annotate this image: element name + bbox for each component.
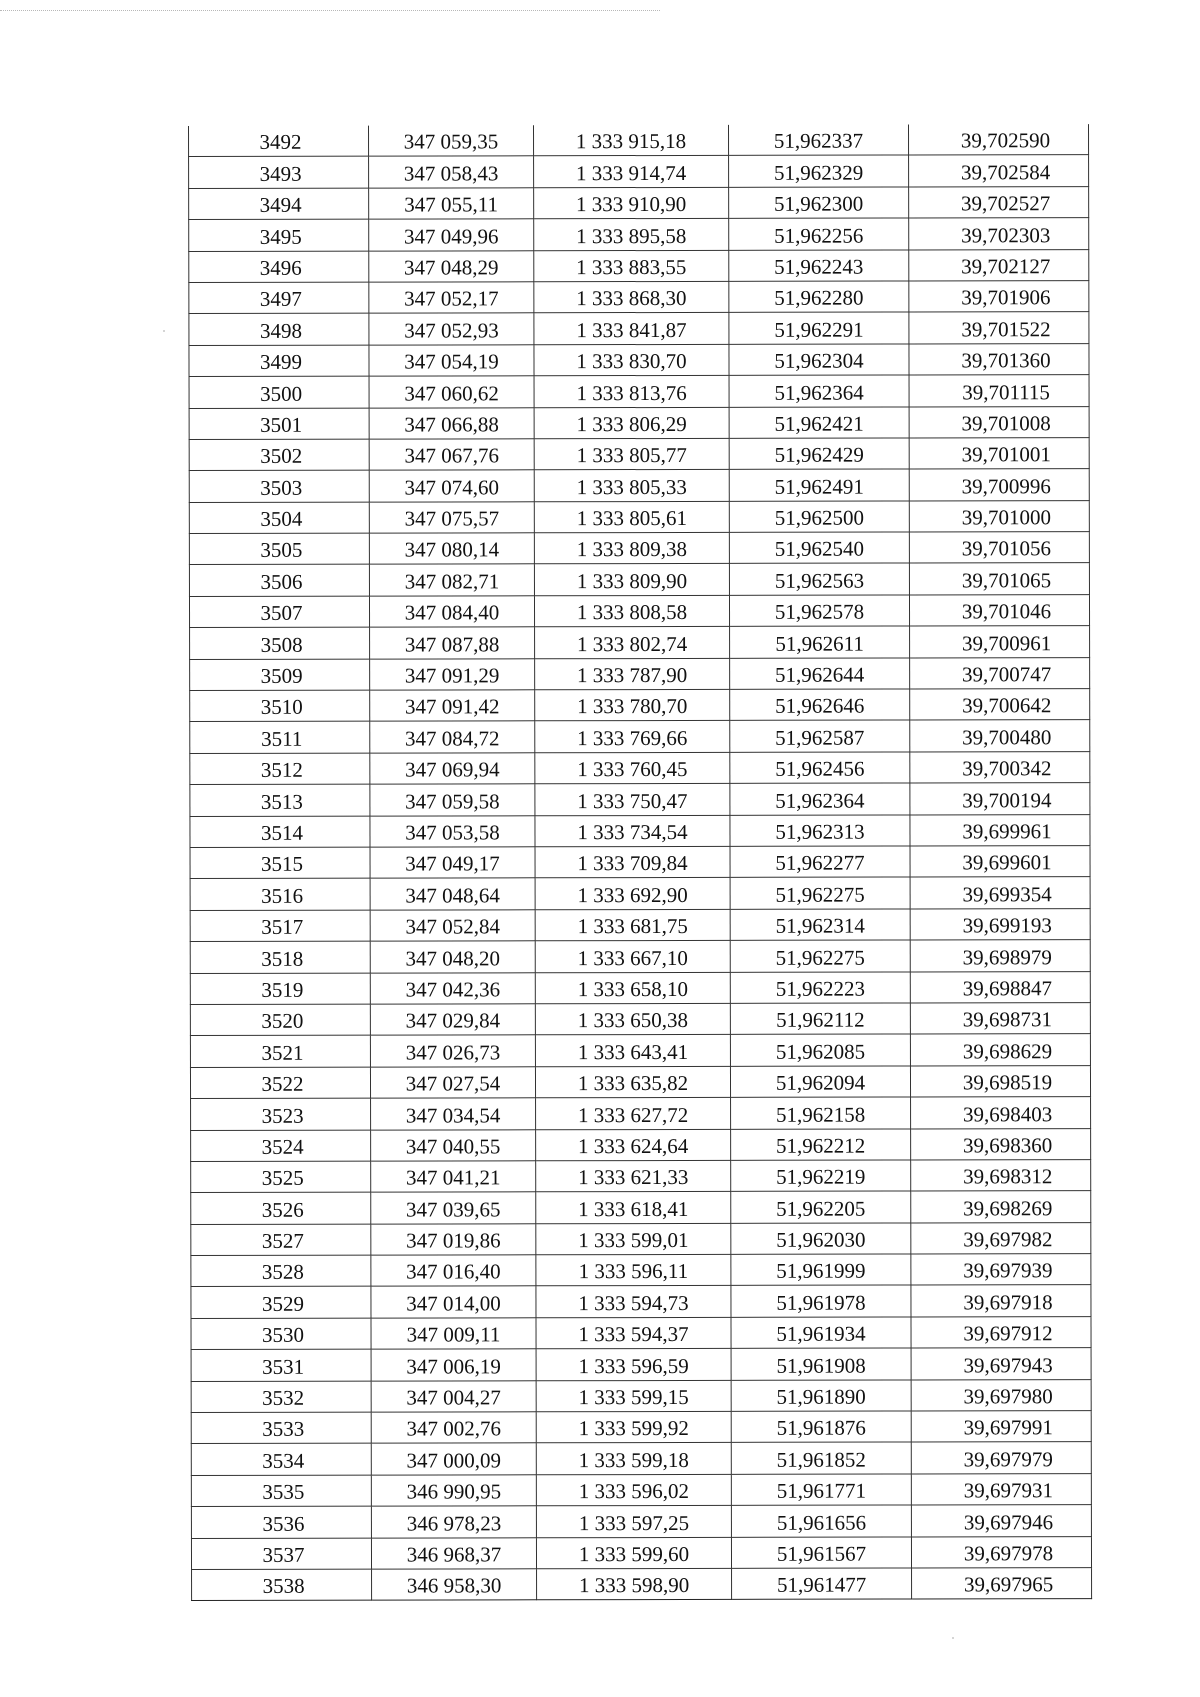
longitude-cell: 39,697978 <box>911 1536 1091 1568</box>
point-number-cell: 3521 <box>190 1035 370 1067</box>
point-number-cell: 3530 <box>191 1318 371 1350</box>
latitude-cell: 51,962429 <box>729 438 909 470</box>
point-number-cell: 3510 <box>190 690 370 722</box>
coord-x-cell: 347 091,42 <box>370 690 535 722</box>
latitude-cell: 51,962563 <box>729 563 909 595</box>
longitude-cell: 39,701046 <box>909 594 1089 626</box>
coord-x-cell: 347 027,54 <box>370 1066 535 1098</box>
latitude-cell: 51,961999 <box>731 1254 911 1286</box>
coord-x-cell: 347 000,09 <box>371 1443 536 1475</box>
latitude-cell: 51,961771 <box>731 1474 911 1506</box>
coord-x-cell: 347 052,93 <box>369 313 534 345</box>
point-number-cell: 3518 <box>190 941 370 973</box>
table-row <box>190 751 1090 784</box>
coord-x-cell: 347 084,40 <box>369 596 534 628</box>
latitude-cell: 51,961934 <box>731 1317 911 1349</box>
latitude-cell: 51,961908 <box>731 1348 911 1380</box>
longitude-cell: 39,699961 <box>910 814 1090 846</box>
longitude-cell: 39,701056 <box>909 532 1089 564</box>
coord-x-cell: 347 052,84 <box>370 910 535 942</box>
table-row <box>191 1348 1091 1381</box>
point-number-cell: 3496 <box>189 251 369 283</box>
point-number-cell: 3533 <box>191 1412 371 1444</box>
coord-x-cell: 347 091,29 <box>370 658 535 690</box>
table-row <box>191 1442 1091 1475</box>
table-row <box>191 1536 1091 1569</box>
table-row <box>190 1003 1090 1036</box>
point-number-cell: 3527 <box>191 1224 371 1256</box>
longitude-cell: 39,698269 <box>911 1191 1091 1223</box>
point-number-cell: 3514 <box>190 816 370 848</box>
longitude-cell: 39,701115 <box>909 375 1089 407</box>
point-number-cell: 3506 <box>189 565 369 597</box>
table-row <box>191 1379 1091 1412</box>
coord-y-cell: 1 333 594,37 <box>536 1317 731 1349</box>
longitude-cell: 39,701906 <box>909 281 1089 313</box>
coord-x-cell: 347 055,11 <box>369 188 534 220</box>
coord-y-cell: 1 333 760,45 <box>535 752 730 784</box>
coord-x-cell: 347 006,19 <box>371 1349 536 1381</box>
point-number-cell: 3526 <box>191 1192 371 1224</box>
table-row <box>189 218 1089 251</box>
table-row <box>191 1191 1091 1224</box>
table-row <box>190 1065 1090 1098</box>
latitude-cell: 51,961890 <box>731 1380 911 1412</box>
coord-y-cell: 1 333 750,47 <box>535 784 730 816</box>
point-number-cell: 3524 <box>191 1130 371 1162</box>
point-number-cell: 3512 <box>190 753 370 785</box>
coord-x-cell: 347 060,62 <box>369 376 534 408</box>
coord-y-cell: 1 333 635,82 <box>535 1066 730 1098</box>
coord-y-cell: 1 333 809,38 <box>534 532 729 564</box>
coord-y-cell: 1 333 805,33 <box>534 470 729 502</box>
latitude-cell: 51,962158 <box>731 1097 911 1129</box>
coord-x-cell: 347 087,88 <box>370 627 535 659</box>
coord-y-cell: 1 333 841,87 <box>534 313 729 345</box>
table-row <box>190 783 1090 816</box>
latitude-cell: 51,961978 <box>731 1285 911 1317</box>
coord-x-cell: 347 054,19 <box>369 345 534 377</box>
coord-x-cell: 347 058,43 <box>369 156 534 188</box>
coord-y-cell: 1 333 599,01 <box>536 1223 731 1255</box>
latitude-cell: 51,962030 <box>731 1223 911 1255</box>
coord-x-cell: 347 049,96 <box>369 219 534 251</box>
longitude-cell: 39,700342 <box>910 751 1090 783</box>
longitude-cell: 39,698731 <box>910 1003 1090 1035</box>
point-number-cell: 3528 <box>191 1255 371 1287</box>
longitude-cell: 39,701008 <box>909 406 1089 438</box>
coord-y-cell: 1 333 596,59 <box>536 1349 731 1381</box>
coord-x-cell: 346 990,95 <box>371 1475 536 1507</box>
coord-y-cell: 1 333 692,90 <box>535 878 730 910</box>
longitude-cell: 39,701522 <box>909 312 1089 344</box>
point-number-cell: 3501 <box>189 408 369 440</box>
latitude-cell: 51,962329 <box>729 155 909 187</box>
latitude-cell: 51,962540 <box>729 532 909 564</box>
table-row <box>190 657 1090 690</box>
point-number-cell: 3503 <box>189 470 369 502</box>
latitude-cell: 51,962644 <box>730 658 910 690</box>
table-row <box>191 1316 1091 1349</box>
longitude-cell: 39,698979 <box>910 940 1090 972</box>
latitude-cell: 51,961477 <box>732 1568 912 1600</box>
coord-x-cell: 347 040,55 <box>371 1129 536 1161</box>
table-row <box>189 532 1089 565</box>
longitude-cell: 39,697991 <box>911 1411 1091 1443</box>
table-row <box>189 155 1089 188</box>
coord-x-cell: 347 048,29 <box>369 250 534 282</box>
longitude-cell: 39,697931 <box>911 1473 1091 1505</box>
latitude-cell: 51,962223 <box>730 972 910 1004</box>
longitude-cell: 39,697912 <box>911 1316 1091 1348</box>
latitude-cell: 51,962304 <box>729 344 909 376</box>
point-number-cell: 3537 <box>191 1538 371 1570</box>
table-row <box>191 1285 1091 1318</box>
table-row <box>190 1034 1090 1067</box>
table-row <box>190 940 1090 973</box>
latitude-cell: 51,961876 <box>731 1411 911 1443</box>
coord-y-cell: 1 333 805,61 <box>534 501 729 533</box>
point-number-cell: 3534 <box>191 1444 371 1476</box>
longitude-cell: 39,700747 <box>910 657 1090 689</box>
coord-x-cell: 347 052,17 <box>369 282 534 314</box>
table-row <box>190 971 1090 1004</box>
latitude-cell: 51,962578 <box>729 595 909 627</box>
coord-x-cell: 347 075,57 <box>369 501 534 533</box>
coord-y-cell: 1 333 643,41 <box>535 1035 730 1067</box>
coord-y-cell: 1 333 597,25 <box>536 1506 731 1538</box>
coord-x-cell: 347 049,17 <box>370 847 535 879</box>
coord-x-cell: 347 074,60 <box>369 470 534 502</box>
latitude-cell: 51,962256 <box>729 218 909 250</box>
table-row <box>191 1473 1091 1506</box>
coord-x-cell: 347 039,65 <box>371 1192 536 1224</box>
coord-x-cell: 346 978,23 <box>371 1506 536 1538</box>
coord-y-cell: 1 333 780,70 <box>535 689 730 721</box>
coord-y-cell: 1 333 650,38 <box>535 1003 730 1035</box>
coord-y-cell: 1 333 787,90 <box>535 658 730 690</box>
point-number-cell: 3529 <box>191 1287 371 1319</box>
coord-x-cell: 347 041,21 <box>371 1161 536 1193</box>
coord-y-cell: 1 333 681,75 <box>535 909 730 941</box>
latitude-cell: 51,962300 <box>729 187 909 219</box>
table-row <box>189 594 1089 627</box>
coord-y-cell: 1 333 809,90 <box>534 564 729 596</box>
coord-x-cell: 347 080,14 <box>369 533 534 565</box>
table-row <box>191 1128 1091 1161</box>
longitude-cell: 39,701001 <box>909 438 1089 470</box>
coord-y-cell: 1 333 709,84 <box>535 846 730 878</box>
coord-x-cell: 347 034,54 <box>371 1098 536 1130</box>
point-number-cell: 3509 <box>190 659 370 691</box>
scan-top-edge <box>0 10 660 11</box>
point-number-cell: 3525 <box>191 1161 371 1193</box>
latitude-cell: 51,962611 <box>730 626 910 658</box>
latitude-cell: 51,962646 <box>730 689 910 721</box>
latitude-cell: 51,961567 <box>731 1537 911 1569</box>
point-number-cell: 3517 <box>190 910 370 942</box>
coord-y-cell: 1 333 599,15 <box>536 1380 731 1412</box>
scan-speck <box>163 330 165 332</box>
point-number-cell: 3536 <box>191 1506 371 1538</box>
table-row <box>189 124 1089 157</box>
coord-y-cell: 1 333 667,10 <box>535 941 730 973</box>
coord-y-cell: 1 333 599,18 <box>536 1443 731 1475</box>
point-number-cell: 3523 <box>191 1098 371 1130</box>
longitude-cell: 39,702584 <box>909 155 1089 187</box>
longitude-cell: 39,701065 <box>909 563 1089 595</box>
latitude-cell: 51,962421 <box>729 407 909 439</box>
coord-x-cell: 347 019,86 <box>371 1223 536 1255</box>
latitude-cell: 51,962094 <box>730 1066 910 1098</box>
coord-x-cell: 347 026,73 <box>370 1035 535 1067</box>
longitude-cell: 39,698312 <box>911 1160 1091 1192</box>
table-row <box>189 375 1089 408</box>
point-number-cell: 3504 <box>189 502 369 534</box>
latitude-cell: 51,962275 <box>730 877 910 909</box>
longitude-cell: 39,701360 <box>909 343 1089 375</box>
coord-x-cell: 346 958,30 <box>372 1569 537 1601</box>
coord-y-cell: 1 333 806,29 <box>534 407 729 439</box>
point-number-cell: 3497 <box>189 282 369 314</box>
coord-x-cell: 347 048,64 <box>370 878 535 910</box>
coord-x-cell: 347 059,35 <box>368 125 533 156</box>
coord-y-cell: 1 333 599,60 <box>536 1537 731 1569</box>
longitude-cell: 39,699601 <box>910 846 1090 878</box>
longitude-cell: 39,702303 <box>909 218 1089 250</box>
table-row <box>191 1222 1091 1255</box>
coord-y-cell: 1 333 596,11 <box>536 1254 731 1286</box>
coord-y-cell: 1 333 883,55 <box>534 250 729 282</box>
table-row <box>190 877 1090 910</box>
latitude-cell: 51,962291 <box>729 312 909 344</box>
latitude-cell: 51,962337 <box>728 124 908 155</box>
coord-y-cell: 1 333 868,30 <box>534 281 729 313</box>
coord-x-cell: 347 004,27 <box>371 1380 536 1412</box>
latitude-cell: 51,962243 <box>729 250 909 282</box>
point-number-cell: 3513 <box>190 784 370 816</box>
point-number-cell: 3515 <box>190 847 370 879</box>
table-row <box>190 689 1090 722</box>
table-row <box>189 500 1089 533</box>
latitude-cell: 51,961656 <box>731 1505 911 1537</box>
coord-x-cell: 347 014,00 <box>371 1286 536 1318</box>
table-row <box>190 720 1090 753</box>
point-number-cell: 3494 <box>189 188 369 220</box>
scan-speck <box>952 1637 954 1639</box>
coord-x-cell: 347 029,84 <box>370 1004 535 1036</box>
coord-y-cell: 1 333 594,73 <box>536 1286 731 1318</box>
latitude-cell: 51,962364 <box>729 375 909 407</box>
longitude-cell: 39,699354 <box>910 877 1090 909</box>
latitude-cell: 51,962085 <box>730 1034 910 1066</box>
point-number-cell: 3492 <box>189 126 369 157</box>
coord-y-cell: 1 333 599,92 <box>536 1411 731 1443</box>
latitude-cell: 51,962491 <box>729 469 909 501</box>
longitude-cell: 39,700996 <box>909 469 1089 501</box>
coord-y-cell: 1 333 802,74 <box>535 627 730 659</box>
table-row <box>190 814 1090 847</box>
coord-x-cell: 347 048,20 <box>370 941 535 973</box>
coord-y-cell: 1 333 910,90 <box>534 187 729 219</box>
point-number-cell: 3532 <box>191 1381 371 1413</box>
point-number-cell: 3531 <box>191 1349 371 1381</box>
coord-x-cell: 346 968,37 <box>371 1537 536 1569</box>
coord-y-cell: 1 333 808,58 <box>534 595 729 627</box>
longitude-cell: 39,698519 <box>910 1065 1090 1097</box>
coord-x-cell: 347 016,40 <box>371 1255 536 1287</box>
latitude-cell: 51,962277 <box>730 846 910 878</box>
coord-x-cell: 347 042,36 <box>370 972 535 1004</box>
coord-y-cell: 1 333 769,66 <box>535 721 730 753</box>
point-number-cell: 3520 <box>190 1004 370 1036</box>
table-row <box>190 908 1090 941</box>
coord-y-cell: 1 333 598,90 <box>537 1568 732 1600</box>
latitude-cell: 51,962313 <box>730 815 910 847</box>
table-row <box>189 469 1089 502</box>
latitude-cell: 51,962314 <box>730 909 910 941</box>
table-row <box>189 249 1089 282</box>
table-row <box>191 1160 1091 1193</box>
point-number-cell: 3508 <box>190 627 370 659</box>
longitude-cell: 39,697982 <box>911 1222 1091 1254</box>
coordinates-table <box>188 124 1092 1601</box>
coord-x-cell: 347 082,71 <box>369 564 534 596</box>
latitude-cell: 51,961852 <box>731 1442 911 1474</box>
table-row <box>190 626 1090 659</box>
latitude-cell: 51,962587 <box>730 720 910 752</box>
coord-y-cell: 1 333 734,54 <box>535 815 730 847</box>
table-row <box>189 343 1089 376</box>
point-number-cell: 3507 <box>189 596 369 628</box>
coord-x-cell: 347 084,72 <box>370 721 535 753</box>
table-row <box>190 846 1090 879</box>
latitude-cell: 51,962456 <box>730 752 910 784</box>
coord-y-cell: 1 333 805,77 <box>534 438 729 470</box>
point-number-cell: 3498 <box>189 313 369 345</box>
latitude-cell: 51,962212 <box>731 1128 911 1160</box>
coord-y-cell: 1 333 627,72 <box>536 1097 731 1129</box>
table-row <box>191 1411 1091 1444</box>
point-number-cell: 3516 <box>190 878 370 910</box>
latitude-cell: 51,962500 <box>729 501 909 533</box>
table-row <box>192 1568 1092 1601</box>
longitude-cell: 39,700961 <box>910 626 1090 658</box>
longitude-cell: 39,700642 <box>910 689 1090 721</box>
longitude-cell: 39,697979 <box>911 1442 1091 1474</box>
coord-y-cell: 1 333 813,76 <box>534 375 729 407</box>
point-number-cell: 3511 <box>190 722 370 754</box>
coord-y-cell: 1 333 914,74 <box>534 156 729 188</box>
latitude-cell: 51,962112 <box>730 1003 910 1035</box>
latitude-cell: 51,962364 <box>730 783 910 815</box>
longitude-cell: 39,698403 <box>911 1097 1091 1129</box>
table-row <box>191 1097 1091 1130</box>
longitude-cell: 39,697943 <box>911 1348 1091 1380</box>
table-row <box>189 281 1089 314</box>
coord-y-cell: 1 333 895,58 <box>534 219 729 251</box>
table-row <box>191 1505 1091 1538</box>
coord-y-cell: 1 333 618,41 <box>536 1192 731 1224</box>
longitude-cell: 39,697965 <box>912 1568 1092 1600</box>
point-number-cell: 3499 <box>189 345 369 377</box>
coord-y-cell: 1 333 596,02 <box>536 1474 731 1506</box>
coord-x-cell: 347 067,76 <box>369 439 534 471</box>
table-row <box>189 438 1089 471</box>
coord-x-cell: 347 059,58 <box>370 784 535 816</box>
point-number-cell: 3538 <box>192 1569 372 1601</box>
coordinates-table-body <box>189 124 1092 1601</box>
longitude-cell: 39,697939 <box>911 1254 1091 1286</box>
longitude-cell: 39,697980 <box>911 1379 1091 1411</box>
longitude-cell: 39,702590 <box>908 124 1088 155</box>
longitude-cell: 39,697918 <box>911 1285 1091 1317</box>
table-row <box>191 1254 1091 1287</box>
longitude-cell: 39,701000 <box>909 500 1089 532</box>
table-row <box>189 563 1089 596</box>
coord-y-cell: 1 333 624,64 <box>536 1129 731 1161</box>
longitude-cell: 39,698847 <box>910 971 1090 1003</box>
longitude-cell: 39,697946 <box>911 1505 1091 1537</box>
coord-x-cell: 347 009,11 <box>371 1318 536 1350</box>
longitude-cell: 39,699193 <box>910 908 1090 940</box>
longitude-cell: 39,702127 <box>909 249 1089 281</box>
longitude-cell: 39,700194 <box>910 783 1090 815</box>
table-row <box>189 406 1089 439</box>
point-number-cell: 3519 <box>190 973 370 1005</box>
point-number-cell: 3535 <box>191 1475 371 1507</box>
coord-y-cell: 1 333 830,70 <box>534 344 729 376</box>
point-number-cell: 3495 <box>189 219 369 251</box>
point-number-cell: 3500 <box>189 376 369 408</box>
coord-x-cell: 347 002,76 <box>371 1412 536 1444</box>
latitude-cell: 51,962275 <box>730 940 910 972</box>
point-number-cell: 3522 <box>190 1067 370 1099</box>
coord-y-cell: 1 333 621,33 <box>536 1160 731 1192</box>
table-row <box>189 312 1089 345</box>
longitude-cell: 39,702527 <box>909 186 1089 218</box>
coord-y-cell: 1 333 915,18 <box>533 125 728 156</box>
point-number-cell: 3502 <box>189 439 369 471</box>
coord-x-cell: 347 069,94 <box>370 753 535 785</box>
coord-y-cell: 1 333 658,10 <box>535 972 730 1004</box>
longitude-cell: 39,698360 <box>911 1128 1091 1160</box>
coord-x-cell: 347 053,58 <box>370 815 535 847</box>
latitude-cell: 51,962219 <box>731 1160 911 1192</box>
point-number-cell: 3493 <box>189 157 369 189</box>
longitude-cell: 39,700480 <box>910 720 1090 752</box>
table-row <box>189 186 1089 219</box>
latitude-cell: 51,962280 <box>729 281 909 313</box>
point-number-cell: 3505 <box>189 533 369 565</box>
coord-x-cell: 347 066,88 <box>369 407 534 439</box>
latitude-cell: 51,962205 <box>731 1191 911 1223</box>
longitude-cell: 39,698629 <box>910 1034 1090 1066</box>
